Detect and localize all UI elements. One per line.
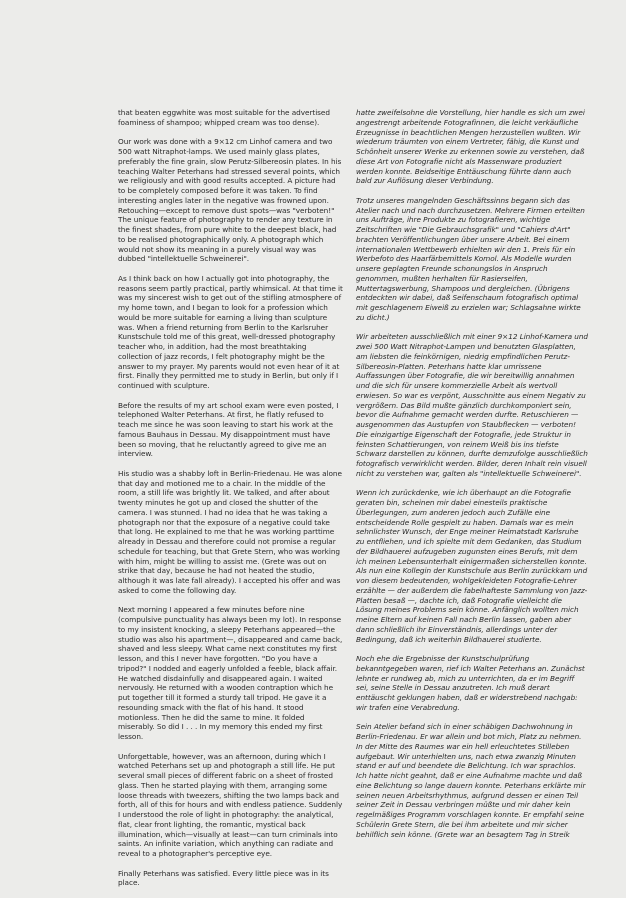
- german-paragraph: hatte zweifelsohne die Vorstellung, hier handle es sich um zwei angestrengt arbeitende Fotografinnen, die leicht verkäufliche Erzeugnisse in beachtlichen Mengen herzustellen wußten. Wir wiederum träumten von einem Vertreter, fähig, die Kunst und Schönheit unserer Werke zu erkennen sowie zu verstehen, daß diese Art von Fotografie nicht als Massenware produziert werden konnte. Beidseitige Enttäuschung führte dann auch bald zur Auflösung dieser Verbindung.: [356, 108, 585, 186]
- german-paragraph: Noch ehe die Ergebnisse der Kunstschulprüfung bekanntgegeben waren, rief ich Walter Peterhans an. Zunächst lehnte er rundweg ab, mich zu unterrichten, da er im Begriff sei, seine Stelle in Dessau anzutreten. Ich muß derart enttäuscht geklungen haben, daß er widerstrebend nachgab: wir trafen eine Verabredung.: [356, 654, 585, 712]
- english-paragraph: Before the results of my art school exam were even posted, I telephoned Walter Peterhans. At first, he flatly refused to teach me since he was soon leaving to start his work at the famous Bauhaus in Dessau. My disappointment must have been so moving, that he reluctantly agreed to give me an interview.: [118, 400, 339, 459]
- english-paragraph: As I think back on how I actually got into photography, the reasons seem partly practical, partly whimsical. At that time it was my sincerest wish to get out of the stifling atmosphere of my home town, and I began to look for a profession which would be more suitable for earning a living than sculpture was. When a friend returning from Berlin to the Karlsruher Kunstschule told me of this great, well-dressed photography teacher who, in addition, had the most breathtaking collection of jazz records, I felt photography might be the answer to my prayer. My parents would not even hear of it at first. Finally they permitted me to study in Berlin, but only if I continued with sculpture.: [118, 273, 343, 390]
- german-text-column: [356, 108, 588, 849]
- german-paragraph: Sein Atelier befand sich in einer schäbigen Dachwohnung in Berlin-Friedenau. Er war allein und bot mich, Platz zu nehmen. In der Mitte des Raumes war ein hell erleuchtetes Stilleben aufgebaut. Wir unterhielten uns, nach etwa zwanzig Minuten stand er auf und beendete die Belichtung. Ich war sprachlos. Ich hatte nicht geahnt, daß er eine Aufnahme machte und daß eine Belichtung so lange dauern konnte. Peterhans erklärte mir seinen neuen Arbeitsrhythmus, aufgrund dessen er einen Teil seiner Zeit in Dessau verbringen müßte und mir daher kein regelmäßiges Programm vorschlagen konnte. Er empfahl seine Schülerin Grete Stern, die bei ihm arbeitete und mir sicher behilflich sein könne. (Grete war an besagtem Tag in Streik: [356, 722, 586, 839]
- german-paragraph: Wir arbeiteten ausschließlich mit einer 9×12 Linhof-Kamera und zwei 500 Watt Nitraphot-Lampen und benutzten Glasplatten, am liebsten die feinkörnigen, niedrig empfindlichen Perutz-Silbereosin-Platten. Peterhans hatte klar umrissene Auffassungen über Fotografie, die wir bereitwillig annahmen und die sich für unsere kommerzielle Arbeit als wertvoll erwiesen. So war es verpönt, Ausschnitte aus einem Negativ zu vergrößern. Das Bild mußte gänzlich durchkomponiert sein, bevor die Aufnahme gemacht werden durfte. Retuschieren — ausgenommen das Austupfen von Staubflecken — verboten! Die einzigartige Eigenschaft der Fotografie, jede Struktur in feinsten Schattierungen, von reinem Weiß bis ins tiefste Schwarz darstellen zu können, durfte demzufolge ausschließlich fotografisch verwirklicht werden. Bilder, deren Inhalt rein visuell nicht zu verstehen war, galten als "intellektuelle Schweinerei".: [356, 332, 588, 478]
- english-paragraph: Unforgettable, however, was an afternoon, during which I watched Peterhans set up and photograph a still life. He put several small pieces of different fabric on a sheet of frosted glass. Then he started playing with them, arranging some loose threads with tweezers, shifting the two lamps back and forth, all of this for hours and with endless patience. Suddenly I understood the role of light in photography: the analytical, flat, clear front lighting, the romantic, mystical back illumination, which—visually at least—can turn criminals into saints. An infinite variation, which anything can radiate and reveal to a photographer's perceptive eye.: [118, 751, 343, 858]
- english-paragraph: His studio was a shabby loft in Berlin-Friedenau. He was alone that day and motioned me to a chair. In the middle of the room, a still life was brightly lit. We talked, and after about twenty minutes he got up and closed the shutter of the camera. I was stunned. I had no idea that he was taking a photograph nor that the exposure of a negative could take that long. He explained to me that he was working parttime already in Dessau and therefore could not promise a regular schedule for teaching, but that Grete Stern, who was working with him, might be willing to assist me. (Grete was out on strike that day, because he had not heated the studio, although it was late fall already). I accepted his offer and was asked to come the following day.: [118, 468, 342, 595]
- english-paragraph: Next morning I appeared a few minutes before nine (compulsive punctuality has always been my lot). In response to my insistent knocking, a sleepy Peterhans appeared—the studio was also his apartment—, disappeared and came back, shaved and less sleepy. What came next constitutes my first lesson, and this I never have forgotten. "Do you have a tripod?" I nodded and eagerly unfolded a feeble, black affair. He watched disdainfully and disappeared again. I waited nervously. He returned with a wooden contraption which he put together till it formed a sturdy tall tripod. He gave it a resounding smack with the flat of his hand. It stood motionless. Then he did the same to mine. It folded miserably. So did I . . . In my memory this ended my first lesson.: [118, 605, 343, 741]
- english-paragraph: Finally Peterhans was satisfied. Every little piece was in its place.: [118, 868, 329, 888]
- german-paragraph: Trotz unseres mangelnden Geschäftssinns begann sich das Atelier nach und nach durchzusetzen. Mehrere Firmen erteilten uns Aufträge, ihre Produkte zu fotografieren, wichtige Zeitschriften wie "Die Gebrauchsgrafik" und "Cahiers d'Art" brachten Veröffentlichungen über unsere Arbeit. Bei einem internationalen Wettbewerb erhielten wir den 1. Preis für ein Werbefoto des Haarfärbemittels Komol. Als Modelle wurden unsere geplagten Freunde schonungslos in Anspruch genommen, mußten herhalten für Rasierseifen, Muttertagswerbung, Shampoos und dergleichen. (Übrigens entdeckten wir dabei, daß Seifenschaum fotografisch optimal mit geschlagenem Eiweiß zu erzielen war; Schlagsahne wirkte zu dicht.): [356, 195, 585, 322]
- german-paragraph: Wenn ich zurückdenke, wie ich überhaupt an die Fotografie geraten bin, scheinen mir dabei einesteils praktische Überlegungen, zum anderen jedoch auch Zufälle eine entscheidende Rolle gespielt zu haben. Damals war es mein sehnlichster Wunsch, der Enge meiner Heimatstadt Karlsruhe zu entfliehen, und ich spielte mit dem Gedanken, das Studium der Bildhauerei aufzugeben zugunsten eines Berufs, mit dem ich meinen Lebensunterhalt einigermaßen sicherstellen konnte. Als nun eine Kollegin der Kunstschule aus Berlin zurückkam und von diesem bedeutenden, wohlgekleideten Fotografie-Lehrer erzählte — der außerdem die fabelhafteste Sammlung von Jazz-Platten besaß —, dachte ich, daß Fotografie vielleicht die Lösung meines Problems sein könne. Anfänglich wollten mich meine Eltern auf keinen Fall nach Berlin lassen, gaben aber dann schließlich ihr Einverständnis, allerdings unter der Bedingung, daß ich weiterhin Bildhauerei studierte.: [356, 488, 588, 644]
- english-paragraph: Our work was done with a 9×12 cm Linhof camera and two 500 watt Nitraphot-lamps. We used mainly glass plates, preferably the fine grain, slow Perutz-Silbereosin plates. In his teaching Walter Peterhans had stressed several points, which we religiously and with good results accepted. A picture had to be completely composed before it was taken. To find interesting angles later in the negative was frowned upon. Retouching—except to remove dust spots—was "verboten!" The unique feature of photography to render any texture in the finest shades, from pure white to the deepest black, had to be realised photographically only. A photograph which would not show its meaning in a purely visual way was dubbed "intellektuelle Schweinerei".: [118, 137, 342, 264]
- english-text-column: [118, 108, 343, 898]
- english-paragraph: that beaten eggwhite was most suitable for the advertised foaminess of shampoo; whipped cream was too dense).: [118, 108, 330, 127]
